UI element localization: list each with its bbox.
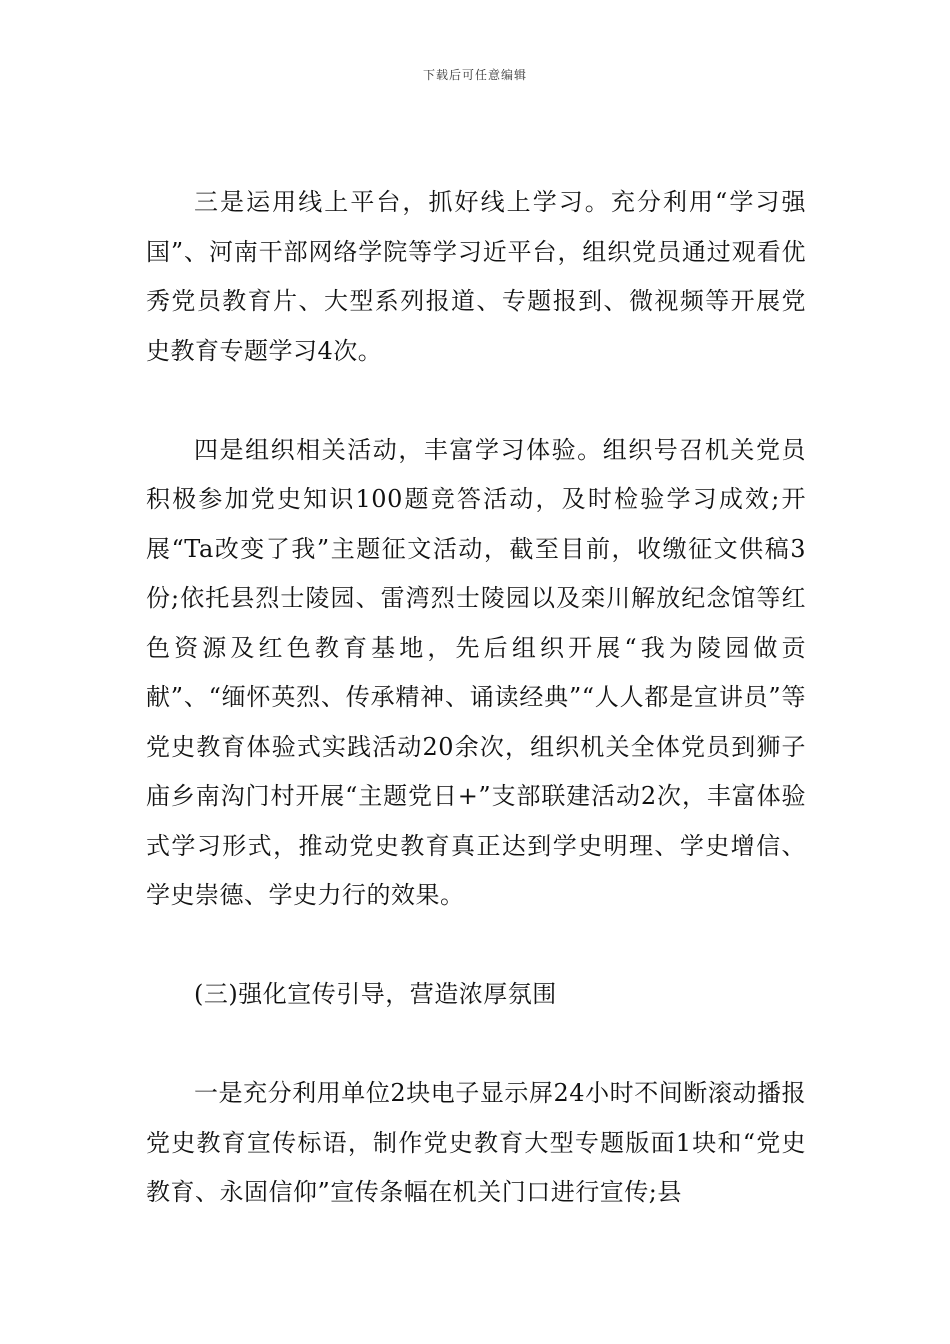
page-header-note: 下载后可任意编辑 [422,68,527,82]
paragraph-online-learning: 三是运用线上平台，抓好线上学习。充分利用“学习强国”、河南干部网络学院等学习近平台，组织党员通过观看优秀党员教育片、大型系列报道、专题报到、微视频等开展党史教育专题学习4次。 [146,188,806,365]
document-body [146,178,806,1218]
paragraph-publicity: 一是充分利用单位2块电子显示屏24小时不间断滚动播报党史教育宣传标语，制作党史教育大型专题版面1块和“党史教育、永固信仰”宣传条幅在机关门口进行宣传;县 [146,1079,806,1206]
section-heading-publicity: (三)强化宣传引导，营造浓厚氛围 [194,980,557,1008]
paragraph-activities: 四是组织相关活动，丰富学习体验。组织号召机关党员积极参加党史知识100题竞答活动，及时检验学习成效;开展“Ta改变了我”主题征文活动，截至目前，收缴征文供稿3份;依托县烈士陵园、雷湾烈士陵园以及栾川解放纪念馆等红色资源及红色教育基地，先后组织开展“我为陵园做贡献”、“缅怀英烈、传承精神、诵读经典”“人人都是宣讲员”等党史教育体验式实践活动20余次，组织机关全体党员到狮子庙乡南沟门村开展“主题党日+”支部联建活动2次，丰富体验式学习形式，推动党史教育真正达到学史明理、学史增信、学史崇德、学史力行的效果。 [146,435,806,909]
